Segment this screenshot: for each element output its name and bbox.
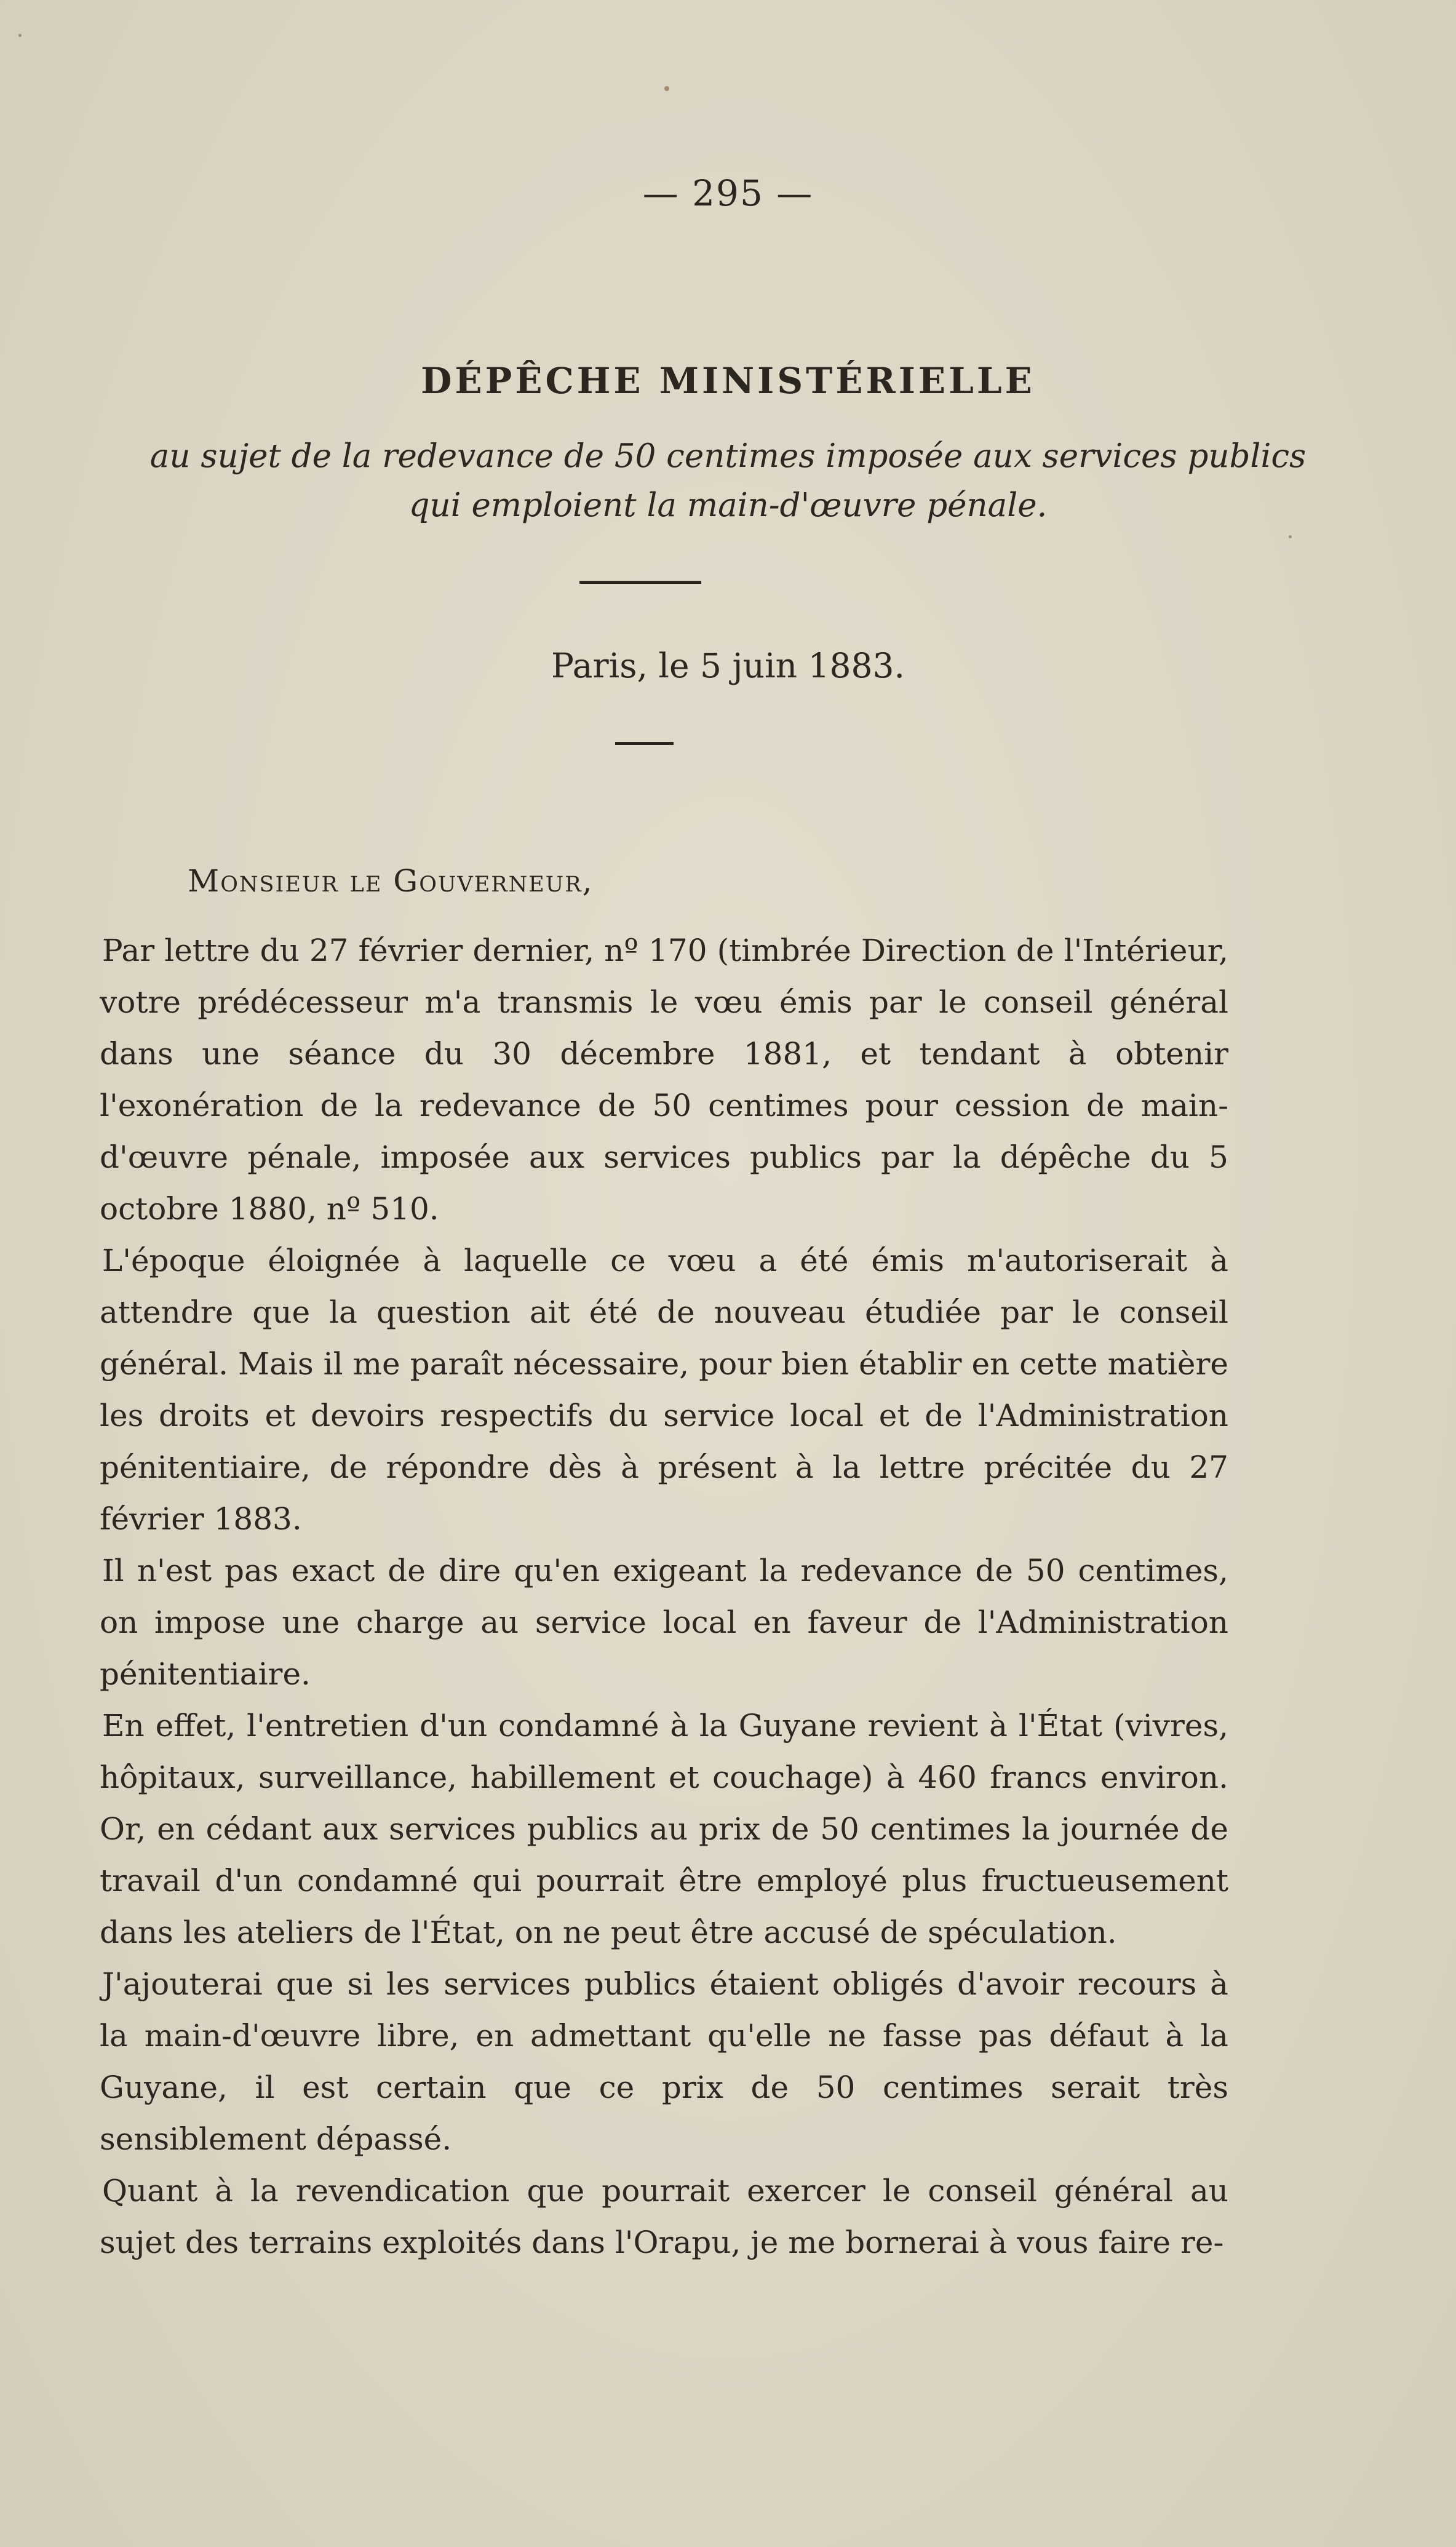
paragraph: Il n'est pas exact de dire qu'en exigeant la redevance de 50 centimes, on impose une charge au service local en faveur de l'Administration pénitentiaire. <box>100 1553 1228 1692</box>
dateline: Paris, le 5 juin 1883. <box>551 646 905 685</box>
paper-speck <box>18 34 22 37</box>
paragraph: J'ajouterai que si les services publics étaient obligés d'avoir recours à la main-d'œuvre libre, en admettant qu'elle ne fasse pas défaut à la Guyane, il est certain que ce prix de 50 centimes serait très sensiblement dépassé. <box>100 1966 1228 2157</box>
paragraph: L'époque éloignée à laquelle ce vœu a été émis m'autoriserait à attendre que la question ait été de nouveau étudiée par le conseil général. Mais il me paraît nécessaire, pour bien établir en cette matière les droits et devoirs respectifs du service local et de l'Administration pénitentiaire, de répondre dès à présent à la lettre précitée du 27 février 1883. <box>100 1243 1228 1537</box>
paragraph: Quant à la revendication que pourrait exercer le conseil général au sujet des terrains exploités dans l'Orapu, je me bornerai à vous faire re- <box>100 2173 1228 2260</box>
page-number: — 295 — <box>642 172 814 214</box>
paragraph: En effet, l'entretien d'un condamné à la Guyane revient à l'État (vivres, hôpitaux, surveillance, habillement et couchage) à 460 francs environ. Or, en cédant aux services publics au prix de 50 centimes la journée de travail d'un condamné qui pourrait être employé plus fructueusement dans les ateliers de l'État, on ne peut être accusé de spéculation. <box>100 1708 1228 1950</box>
paper-speck <box>1289 535 1292 538</box>
letter-body <box>100 925 1228 2268</box>
paragraph: Par lettre du 27 février dernier, nº 170 (timbrée Direction de l'Intérieur, votre prédécesseur m'a transmis le vœu émis par le conseil général dans une séance du 30 décembre 1881, et tendant à obtenir l'exonération de la redevance de 50 centimes pour cession de main-d'œuvre pénale, imposée aux services publics par la dépêche du 5 octobre 1880, nº 510. <box>100 933 1228 1227</box>
document-subtitle <box>92 432 1364 530</box>
subtitle-line-1: au sujet de la redevance de 50 centimes imposée aux services publics <box>149 437 1307 475</box>
document-title: DÉPÊCHE MINISTÉRIELLE <box>421 360 1035 402</box>
title-divider <box>579 581 701 584</box>
salutation: Monsieur le Gouverneur, <box>188 863 594 899</box>
paper-speck <box>664 86 669 91</box>
dateline-divider <box>615 742 674 745</box>
subtitle-line-2: qui emploient la main-d'œuvre pénale. <box>408 487 1048 524</box>
